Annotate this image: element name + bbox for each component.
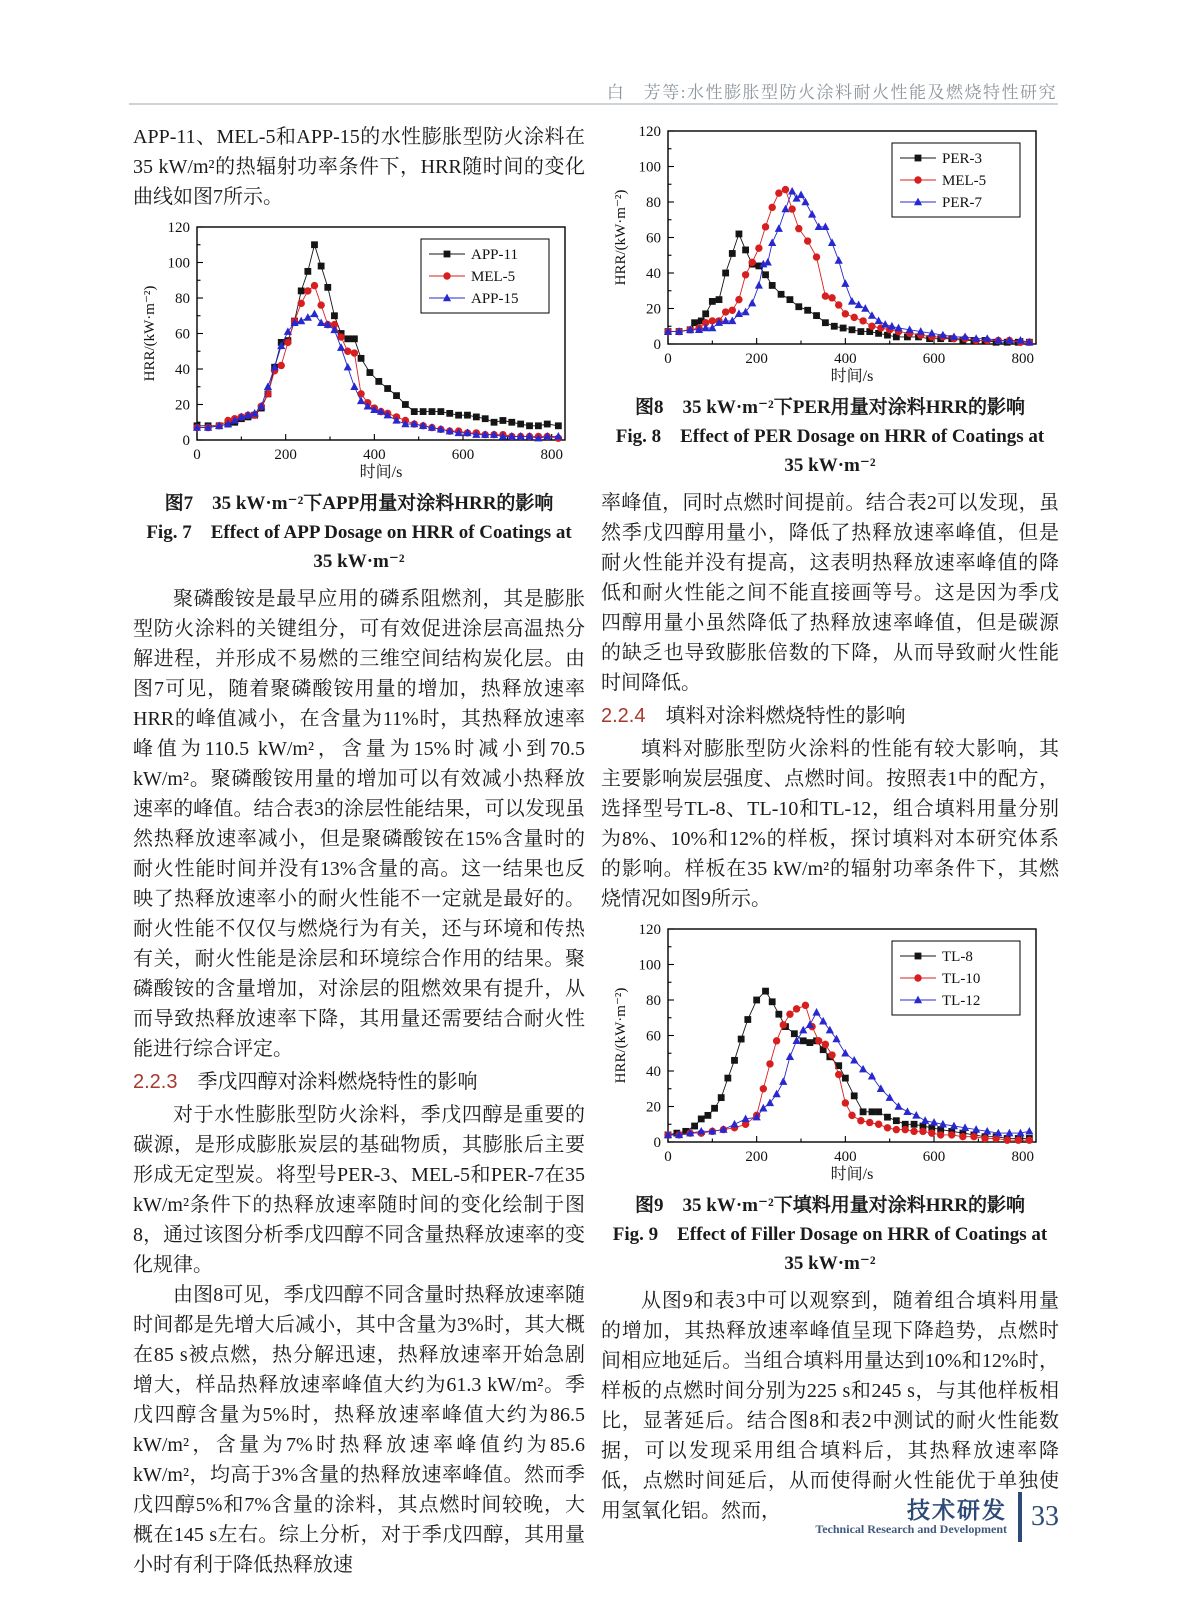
svg-text:20: 20: [646, 1099, 661, 1116]
page-number: 33: [1031, 1501, 1059, 1532]
svg-text:0: 0: [193, 447, 201, 463]
left-column: [133, 122, 585, 1580]
svg-text:60: 60: [175, 326, 190, 343]
svg-text:400: 400: [834, 1149, 857, 1165]
svg-text:600: 600: [451, 447, 475, 463]
svg-text:120: 120: [638, 922, 661, 938]
svg-text:0: 0: [664, 351, 672, 367]
section-number: 2.2.3: [133, 1071, 178, 1093]
section-heading-223: [133, 1065, 585, 1099]
footer-label-cn: 技术研发: [907, 1496, 1007, 1523]
svg-text:800: 800: [1011, 351, 1034, 367]
svg-text:20: 20: [175, 397, 190, 414]
figure-9: [601, 920, 1059, 1188]
svg-text:120: 120: [638, 124, 661, 140]
fig9-caption-en: Fig. 9 Effect of Filler Dosage on HRR of Coatings at: [612, 1224, 1048, 1245]
svg-text:60: 60: [646, 230, 661, 247]
section-heading-224: [601, 699, 1059, 733]
para-continuation: 率峰值，同时点燃时间提前。结合表2可以发现，虽然季戊四醇用量小，降低了热释放速率峰值，但是耐火性能并没有提高，这表明热释放速率峰值的降低和耐火性能之间不能直接画等号。这是因为季戊四醇用量小虽然降低了热释放速率峰值，但是碳源的缺乏也导致膨胀倍数的下降，从而导致耐火性能时间降低。: [601, 492, 1059, 694]
svg-text:100: 100: [638, 159, 661, 176]
svg-text:20: 20: [646, 301, 661, 318]
fig7-caption: [133, 489, 585, 576]
figure-7: [133, 218, 585, 486]
fig9-caption: [601, 1191, 1059, 1278]
svg-text:80: 80: [175, 291, 190, 307]
fig8-caption-en: Fig. 8 Effect of PER Dosage on HRR of Coatings at: [615, 426, 1045, 447]
svg-text:200: 200: [274, 447, 297, 463]
svg-text:MEL-5: MEL-5: [471, 269, 516, 285]
section-title: 填料对涂料燃烧特性的影响: [665, 705, 906, 727]
para-filler: 填料对膨胀型防火涂料的性能有较大影响，其主要影响炭层强度、点燃时间。按照表1中的配方，选择型号TL-8、TL-10和TL-12，组合填料用量分别为8%、10%和12%的样板，探讨填料对本研究体系的影响。样板在35 kW/m²的辐射功率条件下，其燃烧情况如图9所示。: [601, 738, 1059, 910]
svg-text:时间/s: 时间/s: [830, 368, 874, 385]
svg-text:40: 40: [646, 266, 661, 282]
para-final: 从图9和表3中可以观察到，随着组合填料用量的增加，其热释放速率峰值呈现下降趋势，点燃时间相应地延后。当组合填料用量达到10%和12%时，样板的点燃时间分别为225 s和245 s，与其他样板相比，显著延后。结合图8和表2中测试的耐火性能数据，可以发现采用组合填料后，其热释放速率降低，点燃时间延后，从而使得耐火性能优于单独使用氢氧化铝。然而，: [601, 1290, 1059, 1522]
svg-text:800: 800: [1011, 1149, 1034, 1165]
svg-text:400: 400: [363, 447, 386, 463]
svg-text:HRR/(kW·m⁻²): HRR/(kW·m⁻²): [142, 285, 158, 382]
svg-text:PER-3: PER-3: [942, 151, 983, 167]
fig8-caption-cn: 图8 35 kW·m⁻²下PER用量对涂料HRR的影响: [635, 397, 1025, 418]
fig7-caption-en: Fig. 7 Effect of APP Dosage on HRR of Coatings at: [146, 522, 572, 543]
svg-text:40: 40: [646, 1064, 661, 1080]
svg-text:80: 80: [646, 195, 661, 211]
svg-text:80: 80: [646, 993, 661, 1009]
svg-text:APP-15: APP-15: [471, 291, 519, 307]
svg-text:0: 0: [653, 337, 661, 353]
svg-text:800: 800: [540, 447, 563, 463]
svg-text:200: 200: [745, 351, 768, 367]
svg-text:60: 60: [646, 1028, 661, 1045]
running-header: 白 芳等:水性膨胀型防火涂料耐火性能及燃烧特性研究: [606, 83, 1057, 102]
svg-text:120: 120: [167, 220, 190, 236]
footer-label-en: Technical Research and Development: [815, 1522, 1007, 1537]
fig7-caption-unit: 35 kW·m⁻²: [313, 551, 405, 572]
footer: [815, 1492, 1059, 1542]
svg-text:TL-10: TL-10: [942, 971, 981, 987]
svg-text:PER-7: PER-7: [942, 195, 983, 211]
svg-text:600: 600: [922, 351, 946, 367]
svg-text:40: 40: [175, 362, 190, 378]
fig9-caption-unit: 35 kW·m⁻²: [784, 1253, 876, 1274]
right-column: [601, 122, 1059, 1526]
svg-text:MEL-5: MEL-5: [942, 173, 987, 189]
para-per-analysis: 由图8可见，季戊四醇不同含量时热释放速率随时间都是先增大后减小，其中含量为3%时，其大概在85 s被点燃，热分解迅速，热释放速率开始急剧增大，样品热释放速率峰值大约为61.3 kW/m²。季戊四醇含量为5%时，热释放速率峰值大约为86.5 kW/m²，含量为7%时热释放速率峰值约为85.6 kW/m²，均高于3%含量的热释放速率峰值。然而季戊四醇5%和7%含量的涂料，其点燃时间较晚，大概在145 s左右。综上分析，对于季戊四醇，其用量小时有利于降低热释放速: [133, 1284, 585, 1576]
svg-text:HRR/(kW·m⁻²): HRR/(kW·m⁻²): [613, 987, 629, 1084]
svg-text:TL-12: TL-12: [942, 993, 981, 1009]
svg-text:100: 100: [638, 957, 661, 974]
section-title: 季戊四醇对涂料燃烧特性的影响: [197, 1071, 478, 1093]
svg-text:100: 100: [167, 255, 190, 272]
para-intro: APP-11、MEL-5和APP-15的水性膨胀型防火涂料在35 kW/m²的热辐射功率条件下，HRR随时间的变化曲线如图7所示。: [133, 126, 585, 208]
footer-divider: [1018, 1492, 1022, 1542]
fig7-caption-cn: 图7 35 kW·m⁻²下APP用量对涂料HRR的影响: [164, 493, 554, 514]
fig9-hrr-chart: [611, 920, 1049, 1188]
svg-text:0: 0: [664, 1149, 672, 1165]
fig8-caption: [601, 393, 1059, 480]
footer-labels: [815, 1497, 1007, 1537]
fig8-hrr-chart: [611, 122, 1049, 390]
svg-text:0: 0: [182, 433, 190, 449]
svg-text:TL-8: TL-8: [942, 949, 973, 965]
para-per-intro: 对于水性膨胀型防火涂料，季戊四醇是重要的碳源，是形成膨胀炭层的基础物质，其膨胀后主要形成无定型炭。将型号PER-3、MEL-5和PER-7在35 kW/m²条件下的热释放速率随时间的变化绘制于图8，通过该图分析季戊四醇不同含量热释放速率的变化规律。: [133, 1104, 585, 1276]
figure-8: [601, 122, 1059, 390]
svg-text:400: 400: [834, 351, 857, 367]
fig9-caption-cn: 图9 35 kW·m⁻²下填料用量对涂料HRR的影响: [635, 1195, 1025, 1216]
fig7-hrr-chart: [140, 218, 578, 486]
para-app-discussion: 聚磷酸铵是最早应用的磷系阻燃剂，其是膨胀型防火涂料的关键组分，可有效促进涂层高温热分解进程，并形成不易燃的三维空间结构炭化层。由图7可见，随着聚磷酸铵用量的增加，热释放速率HRR的峰值减小，在含量为11%时，其热释放速率峰值为110.5 kW/m²，含量为15%时减小到70.5 kW/m²。聚磷酸铵用量的增加可以有效减小热释放速率的峰值。结合表3的涂层性能结果，可以发现虽然热释放速率减小，但是聚磷酸铵在15%含量时的耐火性能时间并没有13%含量的高。这一结果也反映了热释放速率小的耐火性能不一定就是最好的。耐火性能不仅仅与燃烧行为有关，还与环境和传热有关，耐火性能是涂层和环境综合作用的结果。聚磷酸铵的含量增加，对涂层的阻燃效果有提升，从而导致热释放速率下降，其用量还需要结合耐火性能进行综合评定。: [133, 588, 585, 1060]
svg-text:200: 200: [745, 1149, 768, 1165]
svg-text:0: 0: [653, 1135, 661, 1151]
svg-text:时间/s: 时间/s: [359, 464, 403, 481]
section-number: 2.2.4: [601, 705, 646, 727]
svg-text:600: 600: [922, 1149, 946, 1165]
fig8-caption-unit: 35 kW·m⁻²: [784, 455, 876, 476]
svg-text:时间/s: 时间/s: [830, 1166, 874, 1183]
svg-text:APP-11: APP-11: [471, 247, 518, 263]
header-rule: [129, 103, 1058, 105]
svg-text:HRR/(kW·m⁻²): HRR/(kW·m⁻²): [613, 189, 629, 286]
